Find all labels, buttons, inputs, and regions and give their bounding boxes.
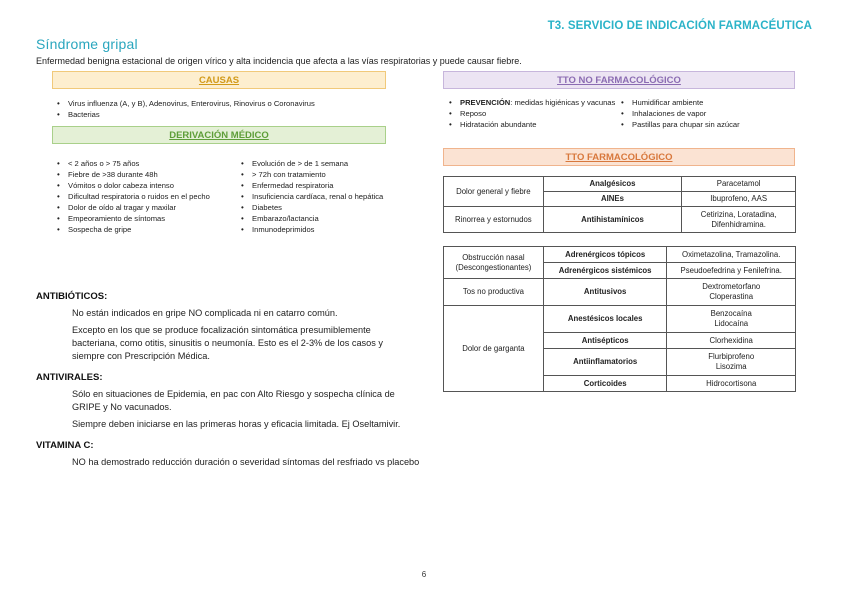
tto-farmacologico-banner: TTO FARMACOLÓGICO — [443, 148, 795, 166]
cell-line: Difenhidramina. — [711, 219, 766, 229]
list-item: • < 2 años o > 75 años — [54, 158, 210, 169]
page-number: 6 — [421, 570, 427, 579]
table-cell: Clorhexidina — [667, 333, 796, 349]
list-item: • Embarazo/lactancia — [238, 213, 383, 224]
list-item: • Evolución de > de 1 semana — [238, 158, 383, 169]
cell-line: Obstrucción nasal — [462, 252, 525, 262]
table-cell: AINEs — [543, 192, 682, 207]
prevencion-text: : medidas higiénicas y vacunas — [510, 98, 616, 107]
list-item: • Inmunodeprimidos — [238, 224, 383, 235]
cell-line: (Descongestionantes) — [455, 262, 532, 272]
paragraph-line: siempre con Prescripción Médica. — [72, 351, 210, 361]
derivacion-list-right — [238, 158, 383, 235]
causas-list — [54, 98, 315, 120]
table-cell: Adrenérgicos sistémicos — [543, 263, 667, 279]
list-item: • Vómitos o dolor cabeza intenso — [54, 180, 210, 191]
list-item: • Bacterias — [54, 109, 315, 120]
tto-farm-table-2 — [443, 246, 796, 392]
table-row — [444, 306, 796, 333]
list-item: • Dificultad respiratoria o ruidos en el pecho — [54, 191, 210, 202]
intro-text: Enfermedad benigna estacional de origen vírico y alta incidencia que afecta a las vías respiratorias y puede causar fiebre. — [36, 56, 522, 66]
antibioticos-p2 — [72, 324, 383, 363]
table-cell: Oximetazolina, Tramazolina. — [667, 247, 796, 263]
table-cell: Antiinflamatorios — [543, 349, 667, 376]
list-item: • Inhalaciones de vapor — [618, 108, 740, 119]
table-cell: Antitusivos — [543, 279, 667, 306]
cell-line: Benzocaína — [710, 309, 752, 318]
derivacion-list-left — [54, 158, 210, 235]
tto-farm-table-1 — [443, 176, 796, 233]
tto-no-farm-list-right — [618, 97, 740, 130]
list-item — [446, 97, 615, 108]
paragraph-line: Sólo en situaciones de Epidemia, en pac con Alto Riesgo y sospecha clínica de — [72, 389, 395, 399]
table-cell: Dolor general y fiebre — [444, 177, 544, 207]
vitamina-c-p1: NO ha demostrado reducción duración o severidad síntomas del resfriado vs placebo — [72, 457, 420, 467]
list-item: • Hidratación abundante — [446, 119, 615, 130]
cell-line: Cloperastina — [709, 292, 754, 301]
vitamina-c-heading: VITAMINA C: — [36, 440, 94, 451]
antibioticos-p1: No están indicados en gripe NO complicada ni en catarro común. — [72, 308, 338, 318]
tto-no-farm-list-left — [446, 97, 615, 130]
cell-line: Dextrometorfano — [702, 282, 761, 291]
list-item: • Dolor de oído al tragar y maxilar — [54, 202, 210, 213]
list-item: • Empeoramiento de síntomas — [54, 213, 210, 224]
table-row — [444, 279, 796, 306]
list-item: • Humidificar ambiente — [618, 97, 740, 108]
paragraph-line: Excepto en los que se produce focalización sintomática presumiblemente — [72, 325, 371, 335]
prevencion-label: PREVENCIÓN — [460, 98, 511, 107]
derivacion-banner: DERIVACIÓN MÉDICO — [52, 126, 386, 144]
tto-no-farmacologico-banner: TTO NO FARMACOLÓGICO — [443, 71, 795, 89]
list-item: • Insuficiencia cardíaca, renal o hepática — [238, 191, 383, 202]
cell-line: Flurbiprofeno — [708, 352, 755, 361]
page-title: Síndrome gripal — [36, 36, 138, 52]
causas-banner: CAUSAS — [52, 71, 386, 89]
table-cell: Tos no productiva — [444, 279, 544, 306]
paragraph-line: bacteriana, como otitis, sinusitis o neumonía. Esto es el 2-3% de los casos y — [72, 338, 383, 348]
table-cell: Ibuprofeno, AAS — [682, 192, 796, 207]
list-item: • Enfermedad respiratoria — [238, 180, 383, 191]
table-cell: Dolor de garganta — [444, 306, 544, 392]
table-cell: Antihistamínicos — [543, 207, 682, 233]
list-item: • Sospecha de gripe — [54, 224, 210, 235]
table-cell — [682, 207, 796, 233]
table-cell: Hidrocortisona — [667, 376, 796, 392]
table-cell: Antisépticos — [543, 333, 667, 349]
table-cell — [667, 306, 796, 333]
antivirales-p1 — [72, 388, 395, 414]
table-cell: Adrenérgicos tópicos — [543, 247, 667, 263]
antivirales-p2: Siempre deben iniciarse en las primeras horas y eficacia limitada. Ej Oseltamivir. — [72, 419, 401, 429]
table-cell: Analgésicos — [543, 177, 682, 192]
table-cell: Corticoides — [543, 376, 667, 392]
list-item: • Pastillas para chupar sin azúcar — [618, 119, 740, 130]
table-cell — [667, 279, 796, 306]
table-cell — [667, 349, 796, 376]
table-cell: Rinorrea y estornudos — [444, 207, 544, 233]
paragraph-line: GRIPE y No vacunados. — [72, 402, 172, 412]
cell-line: Lidocaína — [714, 319, 749, 328]
table-row — [444, 177, 796, 192]
cell-line: Lisozima — [715, 362, 747, 371]
table-cell: Pseudoefedrina y Fenilefrina. — [667, 263, 796, 279]
table-row — [444, 207, 796, 233]
table-cell: Paracetamol — [682, 177, 796, 192]
list-item: • Fiebre de >38 durante 48h — [54, 169, 210, 180]
antibioticos-heading: ANTIBIÓTICOS: — [36, 291, 108, 302]
list-item: • > 72h con tratamiento — [238, 169, 383, 180]
list-item: • Reposo — [446, 108, 615, 119]
table-row — [444, 247, 796, 263]
antivirales-heading: ANTIVIRALES: — [36, 372, 103, 383]
table-cell: Anestésicos locales — [543, 306, 667, 333]
section-header: T3. SERVICIO DE INDICACIÓN FARMACÉUTICA — [547, 20, 812, 32]
list-item: • Diabetes — [238, 202, 383, 213]
table-cell — [444, 247, 544, 279]
list-item: • Virus influenza (A, y B), Adenovirus, Enterovirus, Rinovirus o Coronavirus — [54, 98, 315, 109]
cell-line: Cetirizina, Loratadina, — [700, 209, 777, 219]
